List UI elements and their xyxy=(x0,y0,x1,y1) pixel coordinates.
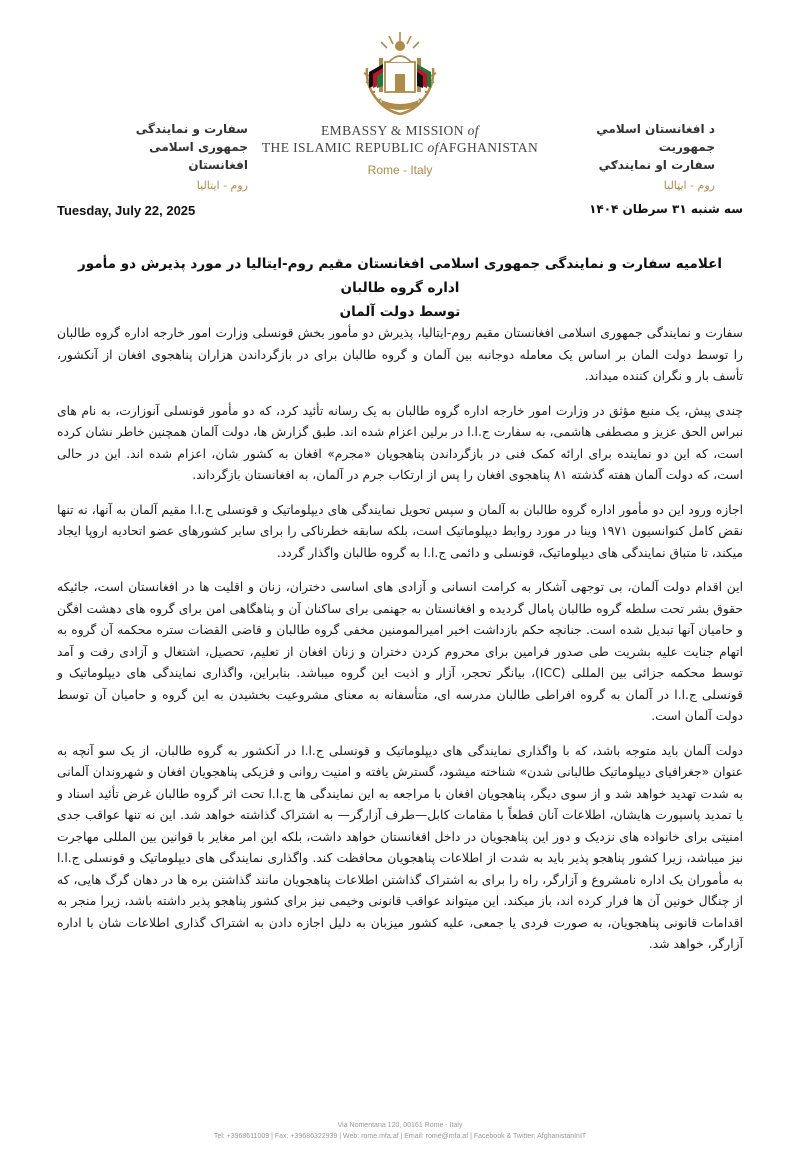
document-title xyxy=(60,252,740,324)
header-dari-line1: سفارت و نمایندگی xyxy=(135,122,248,136)
header-dari-line2: جمهوری اسلامی افغانستان xyxy=(149,140,248,172)
title-line1: اعلامیه سفارت و نمایندگی جمهوری اسلامی افغانستان مقیم روم-ایتالیا در مورد پذیرش دو مأمور اداره گروه طالبان xyxy=(78,256,722,296)
body-paragraph: اجازه ورود این دو مأمور اداره گروه طالبان به آلمان و سپس تحویل نمایندگی های دیپلوماتیک و قونسلی ج.ا.ا مقیم آلمان به آنها، نه تنها نقض کامل کنوانسیون ۱۹۷۱ وینا در مورد روابط دیپلوماتیک است، بلکه سابقه خطرناکی را برای سایر کشورهای عضو اتحادیه اروپا ایجاد میکند، تا متباق نمایندگی های دیپلوماتیک، قونسلی و دائمی ج.ا.ا به گروه طالبان واگذار گردد. xyxy=(57,502,743,560)
header-english-line1: EMBASSY & MISSION of xyxy=(321,123,479,138)
date-solar-hijri: سه شنبه ۳۱ سرطان ۱۴۰۴ xyxy=(589,202,743,216)
body-paragraph: چندی پیش، یک منبع مؤثق در وزارت امور خارجه اداره گروه طالبان به یک رسانه تأئید کرد، که دو مأمور قونسلی آنوزارت، به نام های نبراس الحق عزیز و مصطفی هاشمی، به سفارت ج.ا.ا در برلین اعزام شده اند. طبق گزارش ها، دولت آلمان همچنین خاطر نشان کرده است، که این دو نماینده برای ارائه کمک فنی در بازگرداندن پناهجویان «مجرم» افغان به کشور شان، اعزام شده اند. این در حالی است، که دولت آلمان هفته گذشته ۸۱ پناهجوی افغان را پس از ارتکاب جرم در آلمان، به افغانستان بازگرداند. xyxy=(57,403,743,482)
body-paragraph: این اقدام دولت آلمان، بی توجهی آشکار به کرامت انسانی و آزادی های اساسی دختران، زنان و اقلیت ها در افغانستان است، جائیکه حقوق بشر تحت سلطه گروه طالبان پامال گردیده و افغانستان به جهنمی برای ساکنان آن و پناهگاهی امن برای گروه های دهشت افگن و حامیان آنها تبدیل شده است. جنانچه حکم بازداشت اخیر امیرالمومنین مخفی گروه طالبان و قاضی القضات ستره محکمه آن گروه به اتهام جنایت علیه بشریت طی صدور فرامین برای محروم کردن دختران و زنان افغان از تعلیم، تحصیل، اشتغال و آزادی رفت و آمد توسط محکمه جزائی بین المللی (ICC)، بیانگر تحجر، آزار و اذیت این گروه میباشد. بنابراین، واگذاری نمایندگی های دیپلوماتیک و قونسلی ج.ا.ا در آلمان به گروه افراطی طالبان مدرسه ای، متأسفانه به معنای مشروعیت بخشیدن به این گروه و حامیان آن توسط دولت آلمان است. xyxy=(57,580,743,723)
footer-address: Via Nomentana 120, 00161 Rome - Italy xyxy=(337,1122,463,1129)
header-dari-city: روم - ایتالیا xyxy=(196,179,248,192)
header-pashto-line1: د افغانستان اسلامي جمهوریت xyxy=(596,122,715,154)
header-pashto-line2: سفارت او نمایندګي xyxy=(598,158,715,172)
footer xyxy=(100,1120,700,1142)
afghanistan-emblem-icon xyxy=(355,28,445,120)
header-english-city: Rome - Italy xyxy=(367,163,433,177)
header-pashto-block xyxy=(565,120,715,196)
document-body xyxy=(57,323,743,969)
header-dari-block xyxy=(98,120,248,196)
header-english-line2: THE ISLAMIC REPUBLIC ofAFGHANISTAN xyxy=(261,140,539,155)
header-pashto-city: روم - ایټالیا xyxy=(663,179,715,192)
body-paragraph: دولت آلمان باید متوجه باشد، که با واگذاری نمایندگی های دیپلوماتیک و قونسلی ج.ا.ا در آنکشور به گروه طالبان، از یک سو آنچه به عنوان «جغرافیای دیپلوماتیک طالبانی شدن» شناخته میشود، گسترش یافته و امنیت روانی و فزیکی پناهجویان افغان و شهروندان آلمانی به شدت تهدید خواهد شد و از سوی دیگر، پناهجویان افغان با مراجعه به این نمایندگی ها ج.ا.ا تحت اثر گروه طالبان غرض تأئید اسناد و یا تمدید پاسپورت هایشان، اطلاعات آنان قطعاً با مقامات کابل—طرف آزارگر— به اشتراک گذاشته خواهد شد. این نه تنها عواقب جدی امنیتی برای خانواده های نزدیک و دور این پناهجویان در داخل افغانستان خواهد داشت، بلکه این امر مغایر با قوانین بین المللی مهاجرت نیز میباشد، زیرا کشور پناهجو پذیر باید به شدت از اطلاعات پناهجویان محافظت کند. واگذاری نمایندگی های دیپلوماتیک و قونسلی ج.ا.ا به مأموران یک اداره نامشروع و آزارگر، راه را برای به اشتراک گذاشتن اطلاعات پناهجویان مانند گذاشتن بره ها در دهان گرگ هایی، که از چنگال خونین آن ها فرار کرده اند، باز میکند. این میتواند عواقب قانونی وخیمی نیز برای کشور پناهجو پذیر داشته باشد، زیرا منجر به اقدامات قانونی پناهجویان، به صورت فردی یا جمعی، علیه کشور میزبان به دلیل اجازه دادن به اشتراک گذاری اطلاعات شان با اداره آزارگر، خواهد شد. xyxy=(57,743,743,951)
title-line2: توسط دولت آلمان xyxy=(339,304,461,320)
body-paragraph: سفارت و نمایندگی جمهوری اسلامی افغانستان مقیم روم-ایتالیا، پذیرش دو مأمور بخش قونسلی وزارت امور خارجه اداره گروه طالبان را توسط دولت المان بر اساس یک معامله دوجانبه بین آلمان و گروه طالبان برای در بازگرداندن هزاران پناهجوی افغان از آنکشور، تأسف بار و نگران کننده میداند. xyxy=(57,326,743,383)
date-gregorian: Tuesday, July 22, 2025 xyxy=(57,203,196,218)
header-english-block xyxy=(245,122,555,177)
letterhead xyxy=(0,0,800,200)
footer-contacts: Tel: +3968611009 | Fax: +39686322939 | Web: rome.mfa.af | Email: rome@mfa.af | Facebook & Twitter: AfghanistanInIT xyxy=(213,1133,587,1140)
